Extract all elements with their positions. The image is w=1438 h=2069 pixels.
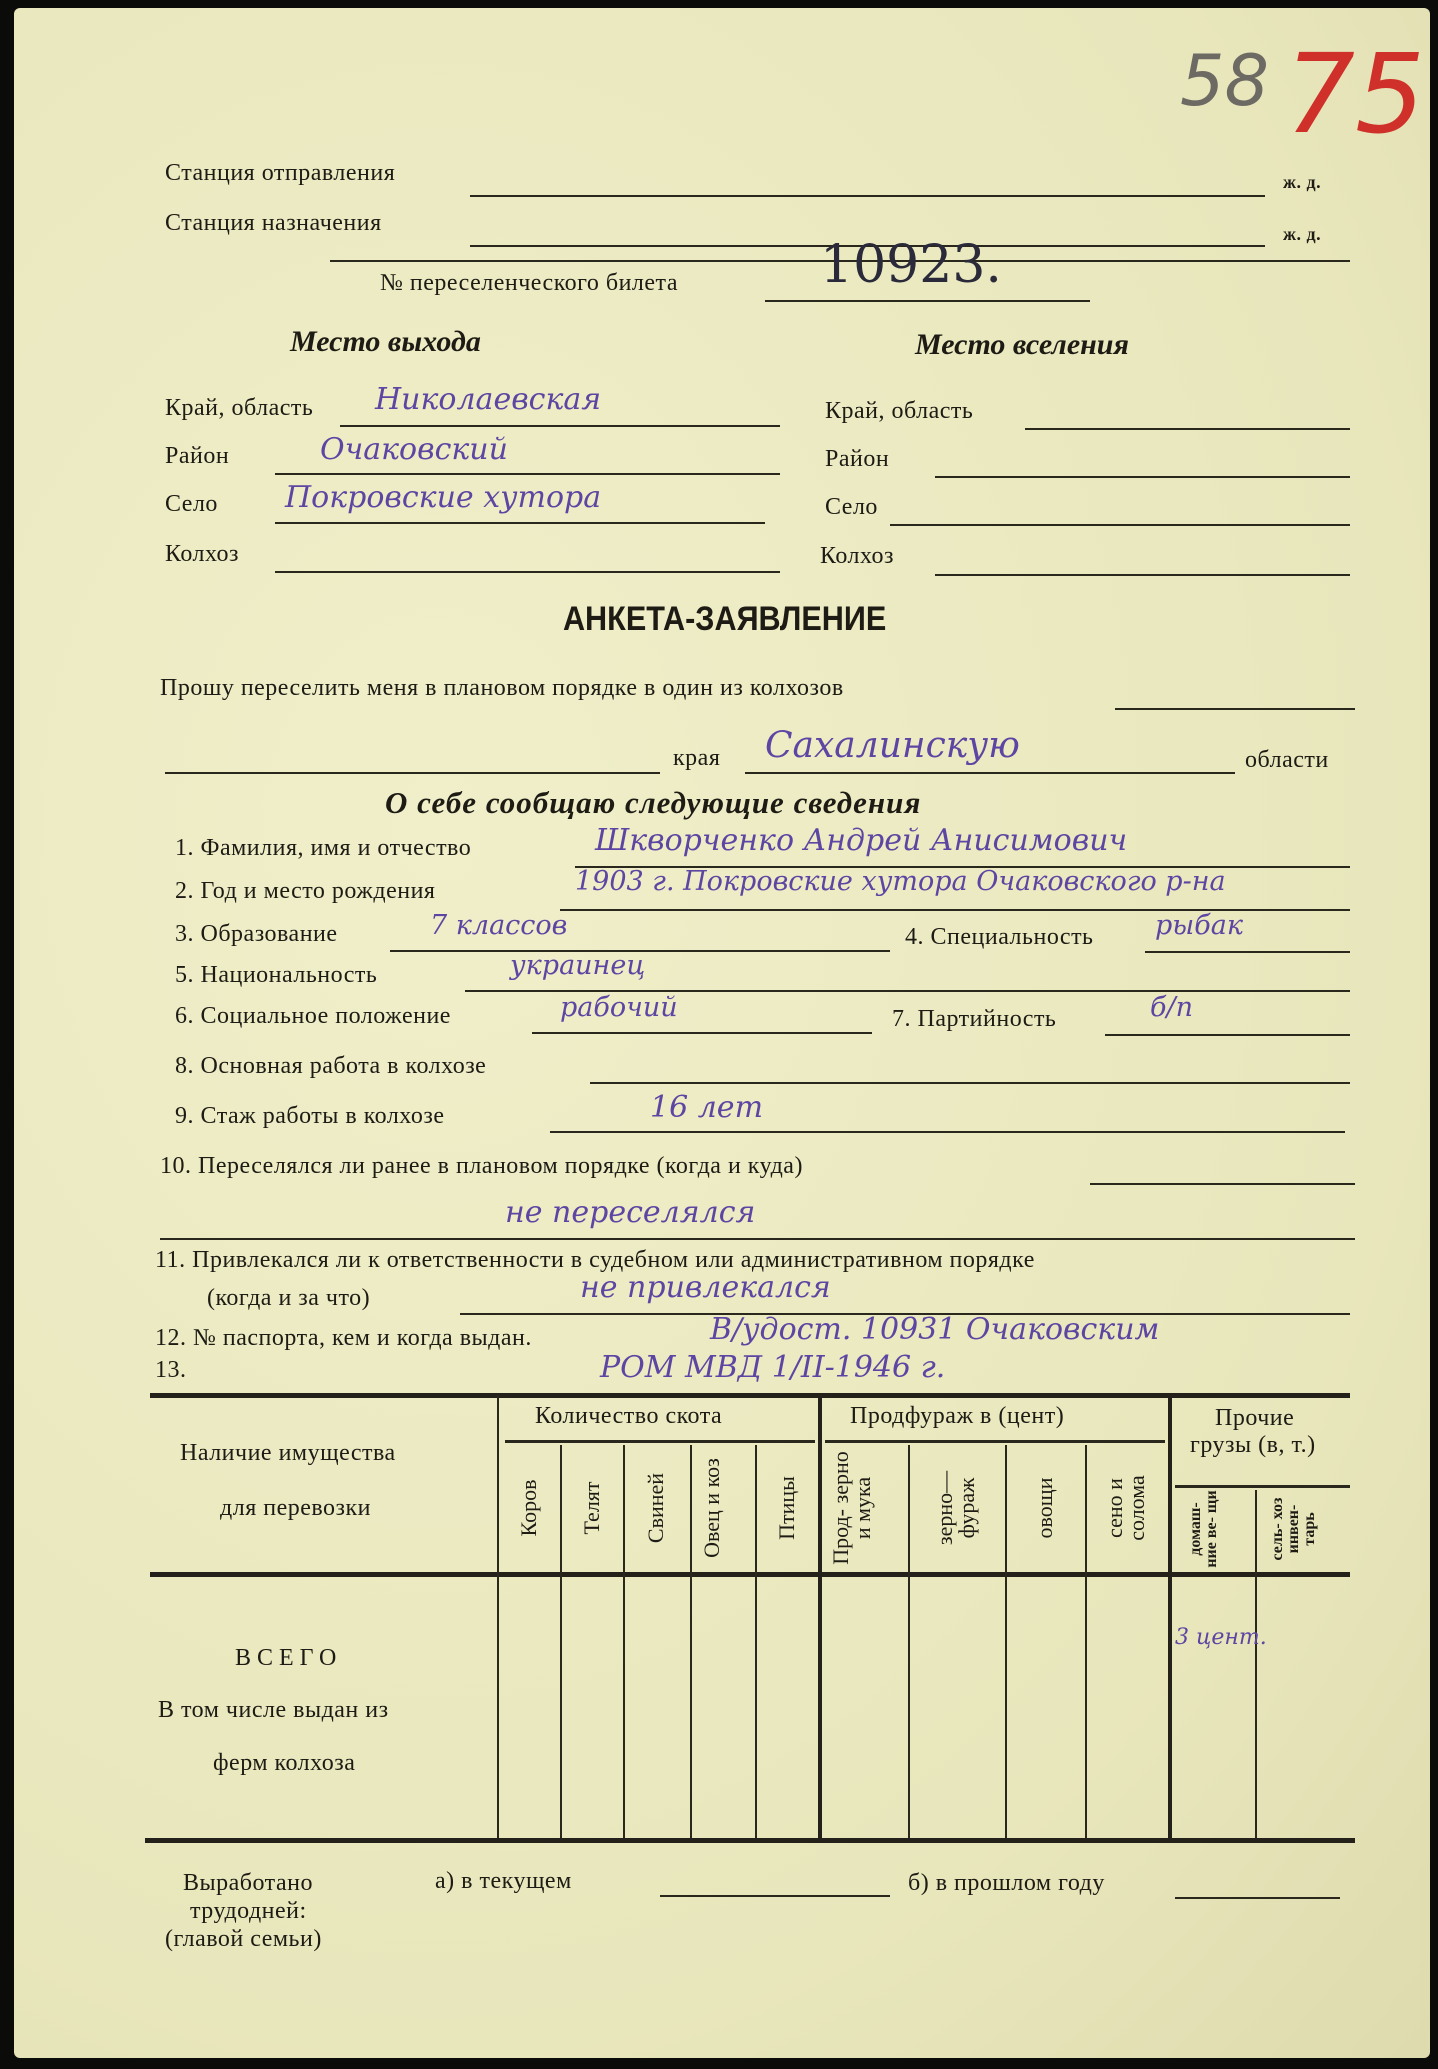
q4-label: 4. Специальность (905, 924, 1094, 950)
q1-label: 1. Фамилия, имя и отчество (175, 835, 472, 861)
origin-kolkhoz-field[interactable] (275, 571, 780, 573)
origin-village-field[interactable] (275, 522, 765, 524)
departure-station-label: Станция отправления (165, 160, 396, 186)
group-other: Прочие (1215, 1405, 1295, 1431)
col-line (497, 1395, 499, 1838)
origin-region-field[interactable] (340, 425, 780, 427)
dest-village-label: Село (825, 494, 878, 520)
kolkhoz-choice-field[interactable] (1115, 708, 1355, 710)
archive-number-gray: 58 (1180, 40, 1270, 122)
col-header-calves: Телят (579, 1481, 604, 1535)
request-text: Прошу переселить меня в плановом порядке в один из колхозов (160, 675, 844, 701)
workdays-label: (главой семьи) (165, 1926, 322, 1952)
q11-label-2: (когда и за что) (207, 1285, 371, 1311)
archive-number-red: 75 (1285, 30, 1425, 158)
oblast-value: Сахалинскую (765, 725, 1020, 766)
last-year-field[interactable] (1175, 1897, 1340, 1899)
q13-label: 13. (155, 1357, 187, 1383)
q1-value: Шкворченко Андрей Анисимович (595, 823, 1128, 858)
oblast-label: области (1245, 747, 1329, 773)
q4-field[interactable] (1145, 951, 1350, 953)
origin-region-value: Николаевская (375, 382, 602, 417)
q9-field[interactable] (550, 1131, 1345, 1133)
origin-kolkhoz-label: Колхоз (165, 541, 240, 567)
col-header-vegetables: овощи (1032, 1477, 1057, 1539)
q5-label: 5. Национальность (175, 962, 378, 988)
ticket-field[interactable] (765, 300, 1090, 302)
current-year-label: а) в текущем (435, 1868, 572, 1894)
q8-label: 8. Основная работа в колхозе (175, 1053, 487, 1079)
kray-field[interactable] (165, 772, 660, 774)
ticket-label: № переселенческого билета (380, 270, 678, 296)
origin-district-label: Район (165, 443, 230, 469)
origin-village-value: Покровские хутора (285, 480, 602, 515)
q11-label: 11. Привлекался ли к ответственности в судебном или административном порядке (155, 1247, 1035, 1273)
col-line (560, 1445, 562, 1838)
departure-station-field[interactable] (470, 195, 1265, 197)
rule (1175, 1485, 1350, 1488)
q9-label: 9. Стаж работы в колхозе (175, 1103, 445, 1129)
group-fodder: Продфураж в (цент) (850, 1403, 1065, 1429)
dest-district-field[interactable] (935, 476, 1350, 478)
q6-value: рабочий (560, 992, 678, 1023)
dest-kolkhoz-label: Колхоз (820, 543, 895, 569)
col-header-hay-straw: сено и солома (1102, 1475, 1149, 1541)
q3-value: 7 классов (430, 910, 568, 941)
issued-label-2: ферм колхоза (213, 1750, 356, 1776)
col-header-grain-flour: Прод- зерно и мука (828, 1451, 875, 1565)
q4-value: рыбак (1155, 910, 1243, 941)
oblast-field[interactable] (745, 772, 1235, 774)
workdays-label: трудодней: (190, 1898, 307, 1924)
household-goods-total: 3 цент. (1175, 1625, 1267, 1650)
q10-label: 10. Переселялся ли ранее в плановом порядке (когда и куда) (160, 1153, 803, 1179)
q7-label: 7. Партийность (892, 1006, 1057, 1032)
q10-field[interactable] (1090, 1183, 1355, 1185)
rule (505, 1440, 815, 1443)
q2-label: 2. Год и место рождения (175, 878, 436, 904)
col-header-grain-fodder: зерно— фураж (932, 1470, 979, 1546)
col-header-farm-tools: сель- хоз инвен- тарь (1269, 1497, 1318, 1561)
row-header: Наличие имущества (180, 1440, 396, 1466)
col-line (818, 1395, 822, 1838)
col-line (623, 1445, 625, 1838)
issued-label: В том числе выдан из (158, 1697, 389, 1723)
workdays-label: Выработано (183, 1870, 313, 1896)
form-title: АНКЕТА-ЗАЯВЛЕНИЕ (562, 600, 887, 638)
col-line (1168, 1395, 1172, 1838)
destination-heading: Место вселения (915, 328, 1129, 361)
col-header-sheep-goats: Овец и коз (699, 1458, 724, 1558)
col-header-pigs: Свиней (643, 1472, 668, 1544)
row-header: для перевозки (220, 1495, 372, 1521)
col-line (1085, 1445, 1087, 1838)
dest-kolkhoz-field[interactable] (935, 574, 1350, 576)
origin-heading: Место выхода (290, 325, 481, 358)
col-header-birds: Птицы (774, 1476, 799, 1540)
origin-district-field[interactable] (275, 473, 780, 475)
q7-value: б/п (1150, 992, 1193, 1023)
col-line (755, 1445, 757, 1838)
q12-label: 12. № паспорта, кем и когда выдан. (155, 1325, 532, 1351)
table-bottom-rule (145, 1838, 1355, 1843)
q7-field[interactable] (1105, 1034, 1350, 1036)
group-other: грузы (в, т.) (1190, 1432, 1316, 1458)
q8-field[interactable] (590, 1082, 1350, 1084)
q11-value: не привлекался (580, 1270, 831, 1305)
dest-region-field[interactable] (1025, 428, 1350, 430)
q5-value: украинец (510, 950, 646, 981)
col-line (908, 1445, 910, 1838)
dest-region-label: Край, область (825, 398, 974, 424)
total-label: ВСЕГО (235, 1645, 343, 1671)
q10-value: не переселялся (505, 1195, 756, 1230)
q2-value: 1903 г. Покровские хутора Очаковского р-на (575, 866, 1226, 897)
q12-value: В/удост. 10931 Очаковским (710, 1312, 1160, 1347)
rail-abbr: ж. д. (1283, 172, 1322, 192)
destination-station-label: Станция назначения (165, 210, 382, 236)
ticket-value: 10923. (820, 235, 1002, 295)
origin-district-value: Очаковский (320, 432, 508, 467)
q9-value: 16 лет (650, 1090, 764, 1125)
kray-label: края (673, 745, 721, 771)
col-line (690, 1445, 692, 1838)
rule (825, 1440, 1165, 1443)
group-livestock: Количество скота (535, 1403, 723, 1429)
origin-village-label: Село (165, 491, 218, 517)
col-line (1255, 1490, 1257, 1838)
rail-abbr: ж. д. (1283, 224, 1322, 244)
col-line (1005, 1445, 1007, 1838)
q3-label: 3. Образование (175, 921, 338, 947)
dest-village-field[interactable] (890, 524, 1350, 526)
dest-district-label: Район (825, 446, 890, 472)
current-year-field[interactable] (660, 1895, 890, 1897)
col-header-household-goods: домаш- ние ве- щи (1187, 1490, 1220, 1568)
last-year-label: б) в прошлом году (908, 1870, 1105, 1896)
q6-label: 6. Социальное положение (175, 1003, 451, 1029)
form-subtitle: О себе сообщаю следующие сведения (385, 785, 922, 820)
q10-field-line2[interactable] (160, 1238, 1355, 1240)
origin-region-label: Край, область (165, 395, 314, 421)
q13-value: РОМ МВД 1/II-1946 г. (600, 1350, 946, 1385)
col-header-cows: Коров (516, 1479, 541, 1537)
q6-field[interactable] (532, 1032, 872, 1034)
